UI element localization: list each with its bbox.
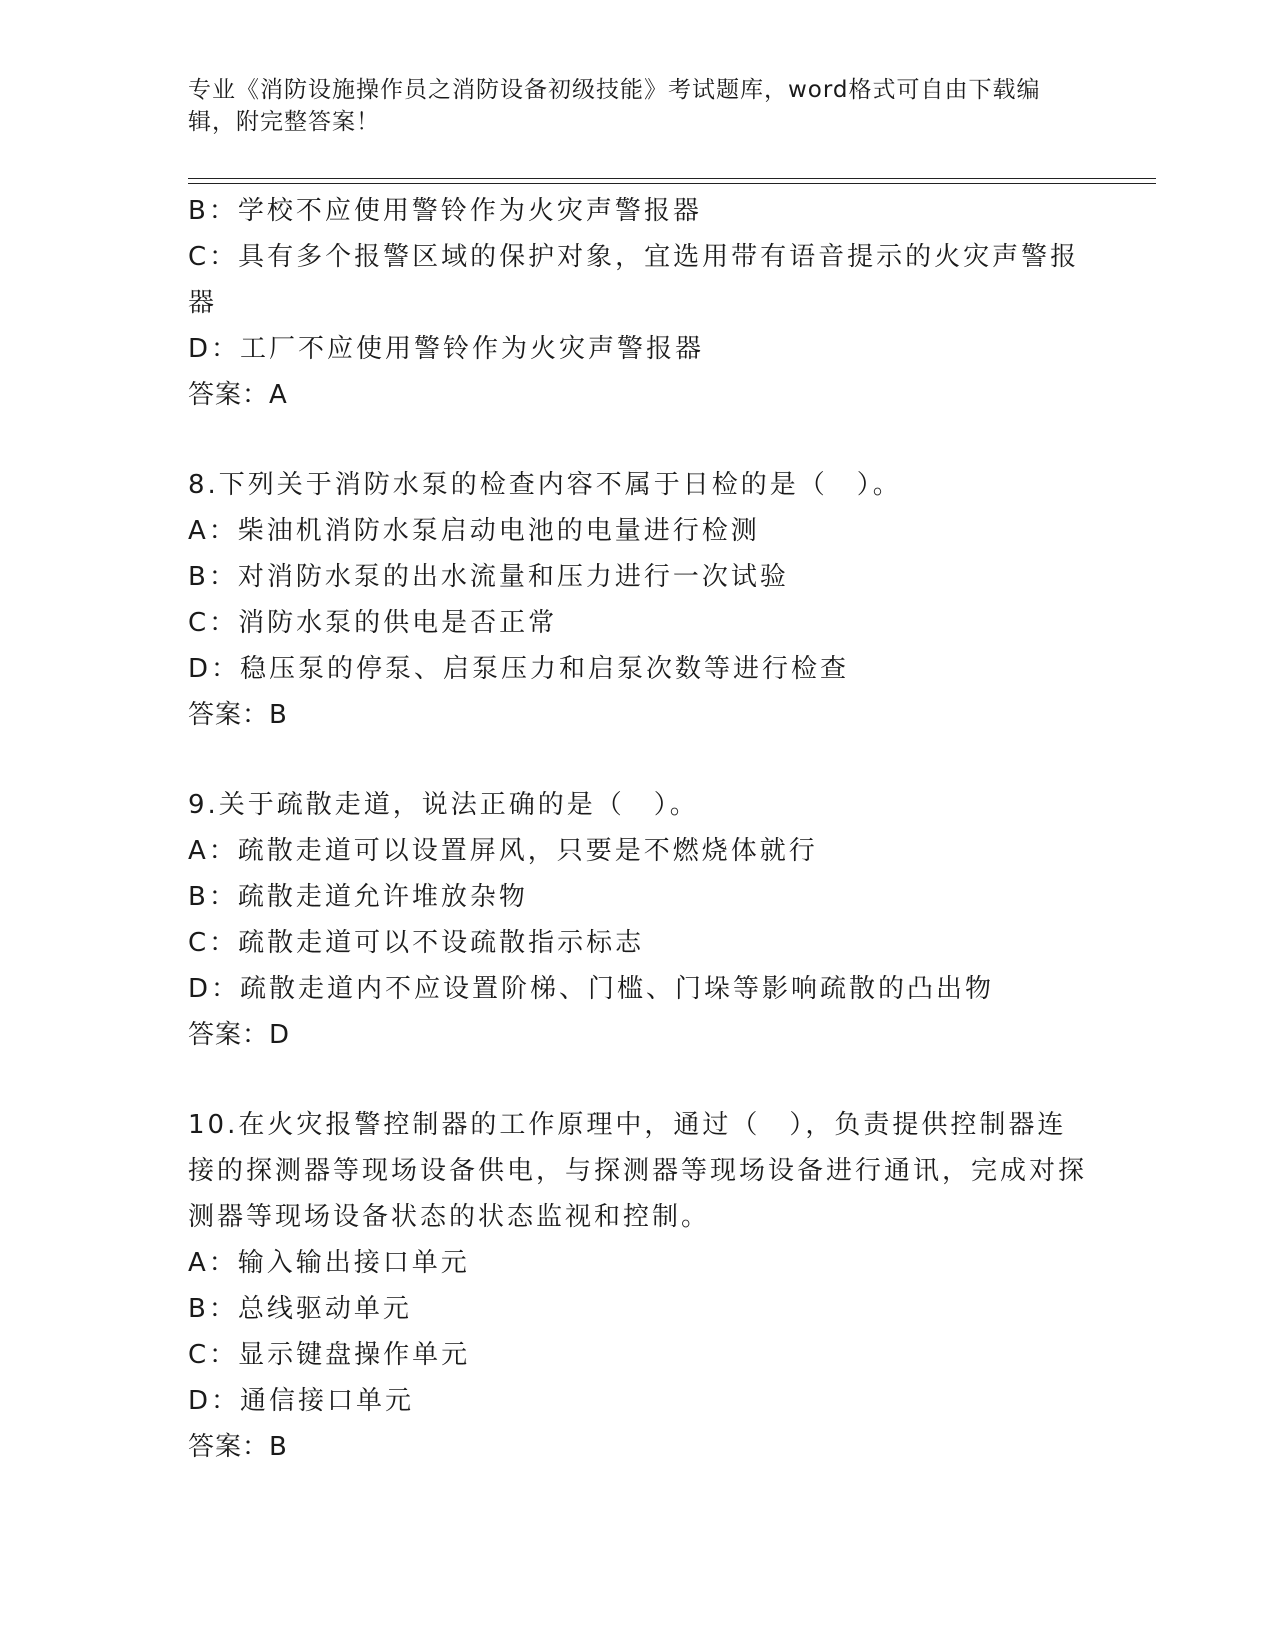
option-c: C：疏散走道可以不设疏散指示标志 bbox=[188, 928, 645, 958]
option-a: A：输入输出接口单元 bbox=[188, 1248, 470, 1278]
option-d: D：通信接口单元 bbox=[188, 1386, 415, 1416]
question-text: 10.在火灾报警控制器的工作原理中，通过（ ），负责提供控制器连接的探测器等现场设备供电，与探测器等现场设备进行通讯，完成对探测器等现场设备状态的状态监视和控制。 bbox=[188, 1110, 1088, 1232]
question-block bbox=[188, 782, 1088, 1058]
answer: 答案：D bbox=[188, 1020, 291, 1050]
answer: 答案：A bbox=[188, 380, 288, 410]
option-b: B：疏散走道允许堆放杂物 bbox=[188, 882, 528, 912]
option-b: B：总线驱动单元 bbox=[188, 1294, 412, 1324]
question-block bbox=[188, 188, 1088, 418]
option-c: C：具有多个报警区域的保护对象，宜选用带有语音提示的火灾声警报器 bbox=[188, 242, 1080, 318]
option-b: B：学校不应使用警铃作为火灾声警报器 bbox=[188, 196, 702, 226]
header-divider-bottom bbox=[188, 183, 1156, 184]
option-d: D：稳压泵的停泵、启泵压力和启泵次数等进行检查 bbox=[188, 654, 850, 684]
question-text: 8.下列关于消防水泵的检查内容不属于日检的是（ ）。 bbox=[188, 470, 902, 500]
question-block bbox=[188, 462, 1088, 738]
option-a: A：柴油机消防水泵启动电池的电量进行检测 bbox=[188, 516, 760, 546]
question-block bbox=[188, 1102, 1088, 1470]
option-b: B：对消防水泵的出水流量和压力进行一次试验 bbox=[188, 562, 789, 592]
option-c: C：显示键盘操作单元 bbox=[188, 1340, 471, 1370]
option-c: C：消防水泵的供电是否正常 bbox=[188, 608, 558, 638]
answer: 答案：B bbox=[188, 1432, 288, 1462]
option-a: A：疏散走道可以设置屏风，只要是不燃烧体就行 bbox=[188, 836, 818, 866]
answer: 答案：B bbox=[188, 700, 288, 730]
question-text: 9.关于疏散走道，说法正确的是（ ）。 bbox=[188, 790, 699, 820]
document-header: 专业《消防设施操作员之消防设备初级技能》考试题库，word格式可自由下载编辑，附完整答案！ bbox=[188, 77, 1041, 135]
option-d: D：工厂不应使用警铃作为火灾声警报器 bbox=[188, 334, 705, 364]
document-body bbox=[188, 188, 1088, 1470]
header-divider-top bbox=[188, 178, 1156, 179]
option-d: D：疏散走道内不应设置阶梯、门槛、门垛等影响疏散的凸出物 bbox=[188, 974, 995, 1004]
